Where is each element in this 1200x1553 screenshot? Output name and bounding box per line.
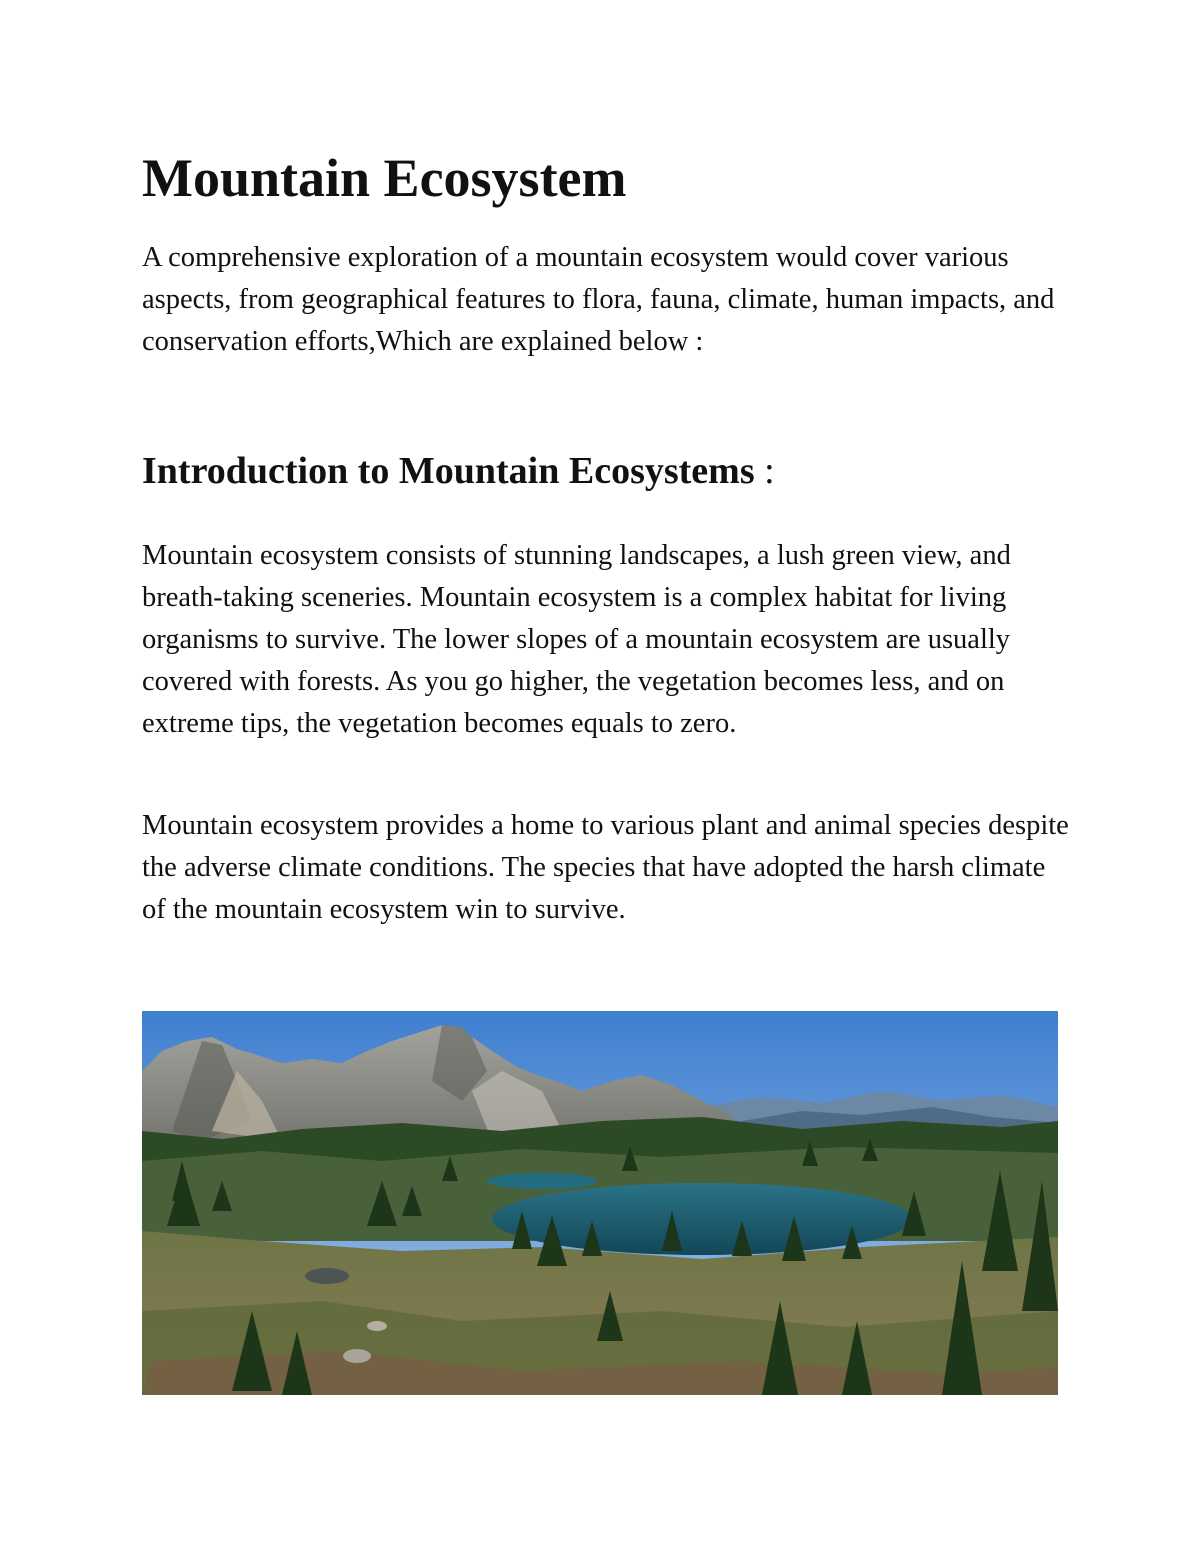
mountain-lake-photo <box>142 1011 1058 1395</box>
body-paragraph-2: Mountain ecosystem provides a home to various plant and animal species despite the adverse climate conditions. The species that have adopted the harsh climate of the mountain ecosystem win to survive. <box>142 810 1069 925</box>
page-title: Mountain Ecosystem <box>142 148 627 208</box>
section-heading <box>142 446 775 496</box>
section-heading-text: Introduction to Mountain Ecosystems <box>142 450 755 492</box>
intro-paragraph: A comprehensive exploration of a mountain ecosystem would cover various aspects, from geographical features to flora, fauna, climate, human impacts, and conservation efforts,Which are explained below : <box>142 242 1055 357</box>
boulder <box>343 1349 371 1363</box>
boulder-2 <box>367 1321 387 1331</box>
lake-upper <box>487 1173 597 1189</box>
body-paragraph-1: Mountain ecosystem consists of stunning landscapes, a lush green view, and breath-taking sceneries. Mountain ecosystem is a complex habitat for living organisms to survive. The lower slopes of a mountain ecosystem are usually covered with forests. As you go higher, the vegetation becomes less, and on extreme tips, the vegetation becomes equals to zero. <box>142 540 1011 739</box>
section-heading-suffix: : <box>754 450 775 492</box>
small-pond <box>305 1268 349 1284</box>
